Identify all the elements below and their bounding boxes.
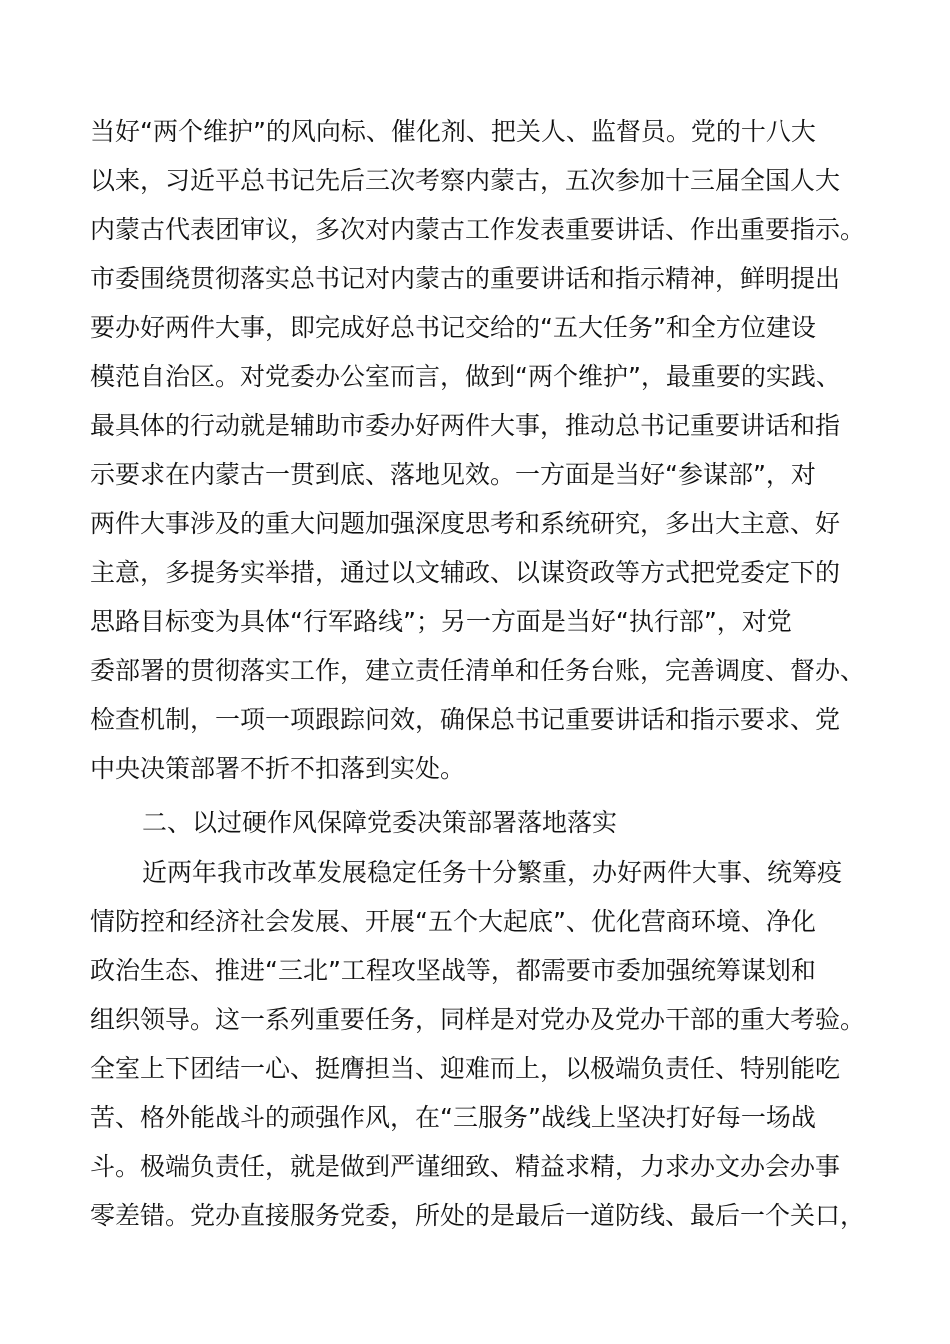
text-line: 政治生态、推进“三北”工程攻坚战等，都需要市委加强统筹谋划和 [90,956,816,985]
text-line: 委部署的贯彻落实工作，建立责任清单和任务台账，完善调度、督办、 [90,656,866,685]
text-line: 最具体的行动就是辅助市委办好两件大事，推动总书记重要讲话和指 [90,411,841,440]
text-line: 示要求在内蒙古一贯到底、落地见效。一方面是当好“参谋部”，对 [90,460,816,489]
text-line: 苦、格外能战斗的顽强作风，在“三服务”战线上坚决打好每一场战 [90,1103,816,1132]
text-line: 内蒙古代表团审议，多次对内蒙古工作发表重要讲话、作出重要指示。 [90,215,866,244]
text-line: 当好“两个维护”的风向标、催化剂、把关人、监督员。党的十八大 [90,117,816,146]
text-line: 主意，多提务实举措，通过以文辅政、以谋资政等方式把党委定下的 [90,558,841,587]
text-line: 市委围绕贯彻落实总书记对内蒙古的重要讲话和指示精神，鲜明提出 [90,264,841,293]
text-line: 零差错。党办直接服务党委，所处的是最后一道防线、最后一个关口， [90,1201,866,1230]
text-line: 以来，习近平总书记先后三次考察内蒙古，五次参加十三届全国人大 [90,166,841,195]
text-line: 近两年我市改革发展稳定任务十分繁重，办好两件大事、统筹疫 [142,858,843,887]
text-line: 斗。极端负责任，就是做到严谨细致、精益求精，力求办文办会办事 [90,1152,841,1181]
text-line: 组织领导。这一系列重要任务，同样是对党办及党办干部的重大考验。 [90,1005,866,1034]
text-line: 要办好两件大事，即完成好总书记交给的“五大任务”和全方位建设 [90,313,816,342]
text-line: 检查机制，一项一项跟踪问效，确保总书记重要讲话和指示要求、党 [90,705,841,734]
section-heading: 二、以过硬作风保障党委决策部署落地落实 [142,808,618,837]
text-line: 全室上下团结一心、挺膺担当、迎难而上，以极端负责任、特别能吃 [90,1054,841,1083]
text-line: 中央决策部署不折不扣落到实处。 [90,754,466,783]
text-line: 两件大事涉及的重大问题加强深度思考和系统研究，多出大主意、好 [90,509,841,538]
text-line: 情防控和经济社会发展、开展“五个大起底”、优化营商环境、净化 [90,907,816,936]
text-line: 思路目标变为具体“行军路线”；另一方面是当好“执行部”，对党 [90,607,792,636]
text-line: 模范自治区。对党委办公室而言，做到“两个维护”，最重要的实践、 [90,362,841,391]
